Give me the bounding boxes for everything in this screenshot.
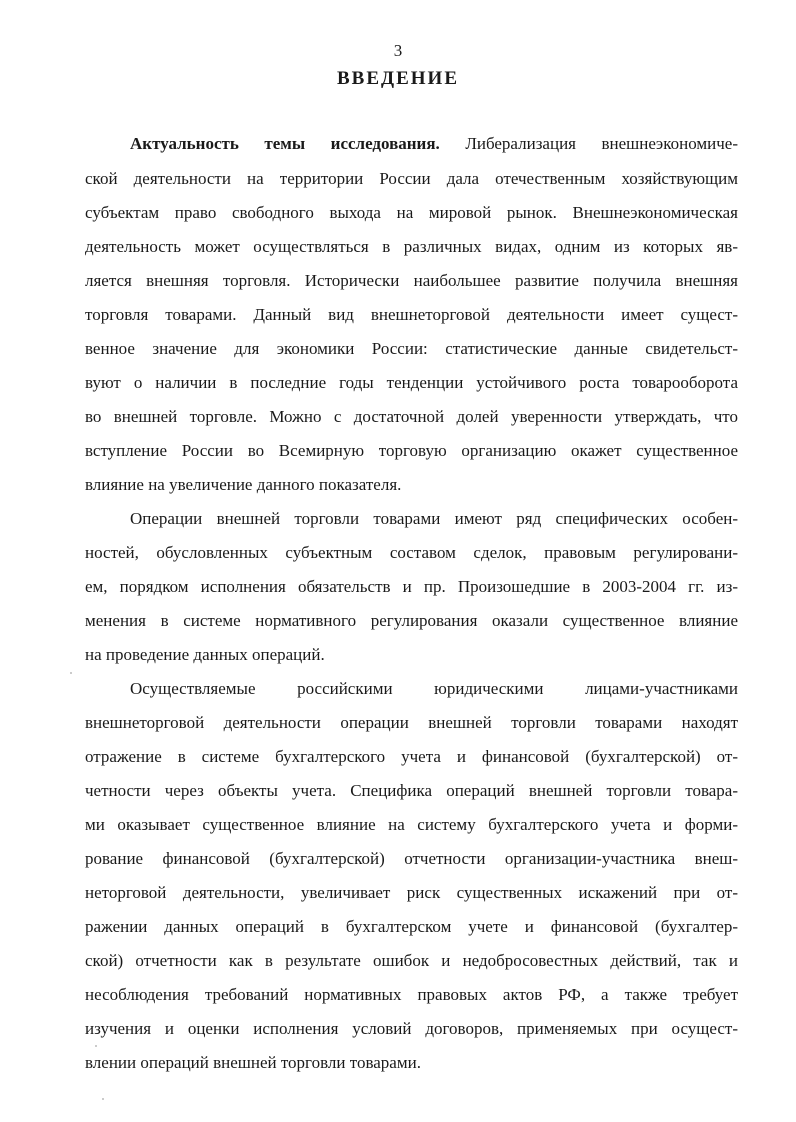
paragraph-3-line-6: рование финансовой (бухгалтерской) отчетности организации-участника внеш- [85, 849, 738, 868]
paragraph-3-line-9: ской) отчетности как в результате ошибок и недобросовестных действий, так и [85, 951, 738, 970]
paragraph-1-line-11: влияние на увеличение данного показателя. [85, 475, 402, 494]
scan-speck [70, 672, 72, 674]
paragraph-3-line-5: ми оказывает существенное влияние на систему бухгалтерского учета и форми- [85, 815, 738, 834]
paragraph-2-line-3: ем, порядком исполнения обязательств и пр. Произошедшие в 2003-2004 гг. из- [85, 577, 738, 596]
paragraph-3-line-8: ражении данных операций в бухгалтерском учете и финансовой (бухгалтер- [85, 917, 738, 936]
paragraph-1-line-10: вступление России во Всемирную торговую организацию окажет существенное [85, 441, 738, 460]
paragraph-1-line-9: во внешней торговле. Можно с достаточной долей уверенности утверждать, что [85, 407, 738, 426]
paragraph-2-line-1: Операции внешней торговли товарами имеют ряд специфических особен- [130, 509, 738, 528]
scan-speck [102, 1098, 104, 1100]
paragraph-3-line-3: отражение в системе бухгалтерского учета и финансовой (бухгалтерской) от- [85, 747, 738, 766]
paragraph-1-line-4: деятельность может осуществляться в различных видах, одним из которых яв- [85, 237, 738, 256]
paragraph-3-line-12: влении операций внешней торговли товарами. [85, 1053, 421, 1072]
paragraph-1-line-2: ской деятельности на территории России дала отечественным хозяйствующим [85, 169, 738, 188]
paragraph-1-line-7: венное значение для экономики России: статистические данные свидетельст- [85, 339, 738, 358]
paragraph-lead: Актуальность темы исследования. [130, 134, 440, 153]
paragraph-3-line-2: внешнеторговой деятельности операции внешней торговли товарами находят [85, 713, 738, 732]
paragraph-2-line-2: ностей, обусловленных субъектным составом сделок, правовым регулировани- [85, 543, 738, 562]
paragraph-3-line-11: изучения и оценки исполнения условий договоров, применяемых при осущест- [85, 1019, 738, 1038]
paragraph-1-line-8: вуют о наличии в последние годы тенденции устойчивого роста товарооборота [85, 373, 738, 392]
paragraph-3-line-10: несоблюдения требований нормативных правовых актов РФ, а также требует [85, 985, 738, 1004]
paragraph-2-line-5: на проведение данных операций. [85, 645, 325, 664]
scan-speck [95, 1045, 97, 1047]
paragraph-1-line-6: торговля товарами. Данный вид внешнеторговой деятельности имеет сущест- [85, 305, 738, 324]
paragraph-2-line-4: менения в системе нормативного регулирования оказали существенное влияние [85, 611, 738, 630]
page-number: 3 [393, 41, 403, 60]
paragraph-3-line-1: Осуществляемые российскими юридическими лицами-участниками [130, 679, 738, 698]
paragraph-1-line-5: ляется внешняя торговля. Исторически наибольшее развитие получила внешняя [85, 271, 738, 290]
paragraph-3-line-4: четности через объекты учета. Специфика операций внешней торговли товара- [85, 781, 738, 800]
paragraph-1-line-1: Актуальность темы исследования. Либерализация внешнеэкономиче- [130, 134, 738, 153]
page-title: ВВЕДЕНИЕ [337, 68, 459, 89]
paragraph-3-line-7: неторговой деятельности, увеличивает риск существенных искажений при от- [85, 883, 738, 902]
paragraph-1-line-3: субъектам право свободного выхода на мировой рынок. Внешнеэкономическая [85, 203, 738, 222]
